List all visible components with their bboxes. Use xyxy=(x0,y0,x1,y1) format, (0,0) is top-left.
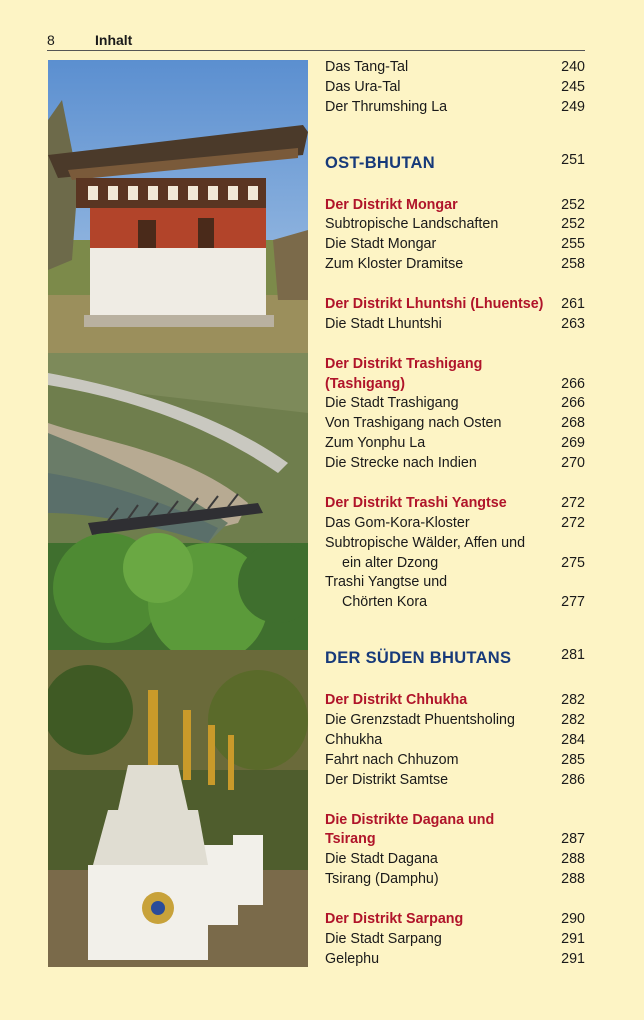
toc-entry-row[interactable] xyxy=(325,434,587,454)
toc-page-number: 288 xyxy=(561,851,585,868)
toc-page-number: 263 xyxy=(561,315,585,332)
toc-page-number: 266 xyxy=(561,375,585,392)
page-header xyxy=(47,32,585,51)
toc-title: (Tashigang) xyxy=(325,375,405,392)
toc-title: Der Distrikt Samtse xyxy=(325,771,449,788)
toc-page-number: 258 xyxy=(561,256,585,273)
toc-page-number: 291 xyxy=(561,950,585,967)
header-title: Inhalt xyxy=(95,32,133,48)
toc-page-number: 255 xyxy=(561,236,585,253)
toc-page-number: 272 xyxy=(561,494,585,511)
toc-chapter-row[interactable] xyxy=(325,910,587,930)
bhutanese-tower-photo xyxy=(48,60,308,353)
spacer xyxy=(325,474,587,494)
table-of-contents xyxy=(325,58,587,970)
toc-entry-row[interactable] xyxy=(325,573,587,593)
toc-title: Trashi Yangtse und xyxy=(325,574,448,591)
toc-entry-row[interactable] xyxy=(325,771,587,791)
toc-title: Der Distrikt Sarpang xyxy=(325,910,464,927)
toc-title: Subtropische Wälder, Affen und xyxy=(325,534,526,551)
toc-chapter-row[interactable] xyxy=(325,196,587,216)
toc-entry-row[interactable] xyxy=(325,534,587,554)
toc-title: Der Distrikt Chhukha xyxy=(325,692,468,709)
toc-title: Fahrt nach Chhuzom xyxy=(325,751,459,768)
toc-entry-row[interactable] xyxy=(325,98,587,118)
toc-page-number: 261 xyxy=(561,296,585,313)
toc-page-number: 269 xyxy=(561,435,585,452)
page-number: 8 xyxy=(47,32,55,48)
toc-page-number: 266 xyxy=(561,395,585,412)
toc-title: Die Strecke nach Indien xyxy=(325,455,477,472)
toc-page-number: 287 xyxy=(561,831,585,848)
toc-entry-row[interactable] xyxy=(325,514,587,534)
toc-title: Tsirang (Damphu) xyxy=(325,871,439,888)
toc-entry-row[interactable] xyxy=(325,58,587,78)
spacer xyxy=(325,671,587,691)
toc-title: Das Tang-Tal xyxy=(325,59,409,75)
toc-section-row[interactable] xyxy=(325,150,587,176)
toc-title: Zum Kloster Dramitse xyxy=(325,256,464,273)
toc-page-number: 251 xyxy=(561,151,585,168)
toc-title: Die Stadt Sarpang xyxy=(325,930,442,947)
toc-page-number: 282 xyxy=(561,692,585,709)
toc-entry-row[interactable] xyxy=(325,711,587,731)
toc-title: Die Grenzstadt Phuentsholing xyxy=(325,712,515,729)
toc-entry-row[interactable] xyxy=(325,950,587,970)
toc-entry-row[interactable] xyxy=(325,215,587,235)
toc-title: Die Stadt Mongar xyxy=(325,236,437,253)
toc-page-number: 272 xyxy=(561,514,585,531)
toc-title: Der Thrumshing La xyxy=(325,98,448,115)
toc-chapter-row[interactable] xyxy=(325,811,587,831)
toc-chapter-row[interactable] xyxy=(325,691,587,711)
toc-page-number: 282 xyxy=(561,712,585,729)
toc-page-number: 290 xyxy=(561,910,585,927)
toc-entry-row[interactable] xyxy=(325,731,587,751)
toc-title: Die Stadt Dagana xyxy=(325,851,438,868)
spacer xyxy=(325,613,587,645)
toc-title: Das Ura-Tal xyxy=(325,78,401,95)
toc-chapter-row[interactable] xyxy=(325,494,587,514)
chorten-row-photo xyxy=(48,650,308,967)
toc-entry-row[interactable] xyxy=(325,255,587,275)
toc-entry-row[interactable] xyxy=(325,235,587,255)
toc-page-number: 240 xyxy=(561,59,585,75)
spacer xyxy=(325,275,587,295)
toc-page-number: 285 xyxy=(561,751,585,768)
toc-title: Chhukha xyxy=(325,731,383,748)
spacer xyxy=(325,791,587,811)
toc-title: Die Distrikte Dagana und xyxy=(325,811,495,828)
toc-title: Zum Yonphu La xyxy=(325,435,426,452)
toc-title: Der Distrikt Trashi Yangtse xyxy=(325,494,507,511)
toc-entry-row[interactable] xyxy=(325,850,587,870)
toc-entry-row[interactable] xyxy=(325,751,587,771)
toc-title: OST-BHUTAN xyxy=(325,153,435,172)
toc-chapter-row[interactable] xyxy=(325,375,587,395)
toc-chapter-row[interactable] xyxy=(325,830,587,850)
toc-title: Das Gom-Kora-Kloster xyxy=(325,514,470,531)
toc-entry-row[interactable] xyxy=(325,454,587,474)
toc-entry-row[interactable] xyxy=(325,554,587,574)
toc-entry-row[interactable] xyxy=(325,870,587,890)
toc-chapter-row[interactable] xyxy=(325,355,587,375)
toc-page-number: 286 xyxy=(561,771,585,788)
toc-section-row[interactable] xyxy=(325,645,587,671)
toc-title: Die Stadt Trashigang xyxy=(325,395,459,412)
toc-page-number: 245 xyxy=(561,78,585,95)
toc-page-number: 281 xyxy=(561,647,585,664)
toc-title: Die Stadt Lhuntshi xyxy=(325,315,442,332)
toc-page-number: 252 xyxy=(561,216,585,233)
toc-title: Der Distrikt Mongar xyxy=(325,196,458,213)
toc-page-number: 277 xyxy=(561,594,585,611)
toc-title: Von Trashigang nach Osten xyxy=(325,415,502,432)
toc-page-number: 275 xyxy=(561,554,585,571)
toc-entry-row[interactable] xyxy=(325,593,587,613)
toc-title: Subtropische Landschaften xyxy=(325,216,499,233)
toc-entry-row[interactable] xyxy=(325,315,587,335)
toc-page-number: 252 xyxy=(561,196,585,213)
spacer xyxy=(325,335,587,355)
toc-entry-row[interactable] xyxy=(325,414,587,434)
spacer xyxy=(325,890,587,910)
toc-title: Tsirang xyxy=(325,831,376,848)
toc-title: ein alter Dzong xyxy=(342,554,439,571)
toc-page-number: 291 xyxy=(561,930,585,947)
spacer xyxy=(325,176,587,196)
toc-page-number: 288 xyxy=(561,871,585,888)
toc-title: Chörten Kora xyxy=(342,594,428,611)
toc-page-number: 284 xyxy=(561,731,585,748)
toc-title: Der Distrikt Trashigang xyxy=(325,355,483,372)
toc-page-number: 249 xyxy=(561,98,585,115)
toc-page-number: 268 xyxy=(561,415,585,432)
toc-entry-row[interactable] xyxy=(325,78,587,98)
toc-page-number: 270 xyxy=(561,455,585,472)
toc-title: Gelephu xyxy=(325,950,380,967)
toc-entry-row[interactable] xyxy=(325,930,587,950)
spacer xyxy=(325,118,587,150)
toc-title: Der Distrikt Lhuntshi (Lhuentse) xyxy=(325,296,544,313)
river-bridge-photo xyxy=(48,353,308,650)
toc-title: DER SÜDEN BHUTANS xyxy=(325,649,512,668)
toc-chapter-row[interactable] xyxy=(325,295,587,315)
toc-entry-row[interactable] xyxy=(325,394,587,414)
photo-column xyxy=(48,60,308,967)
